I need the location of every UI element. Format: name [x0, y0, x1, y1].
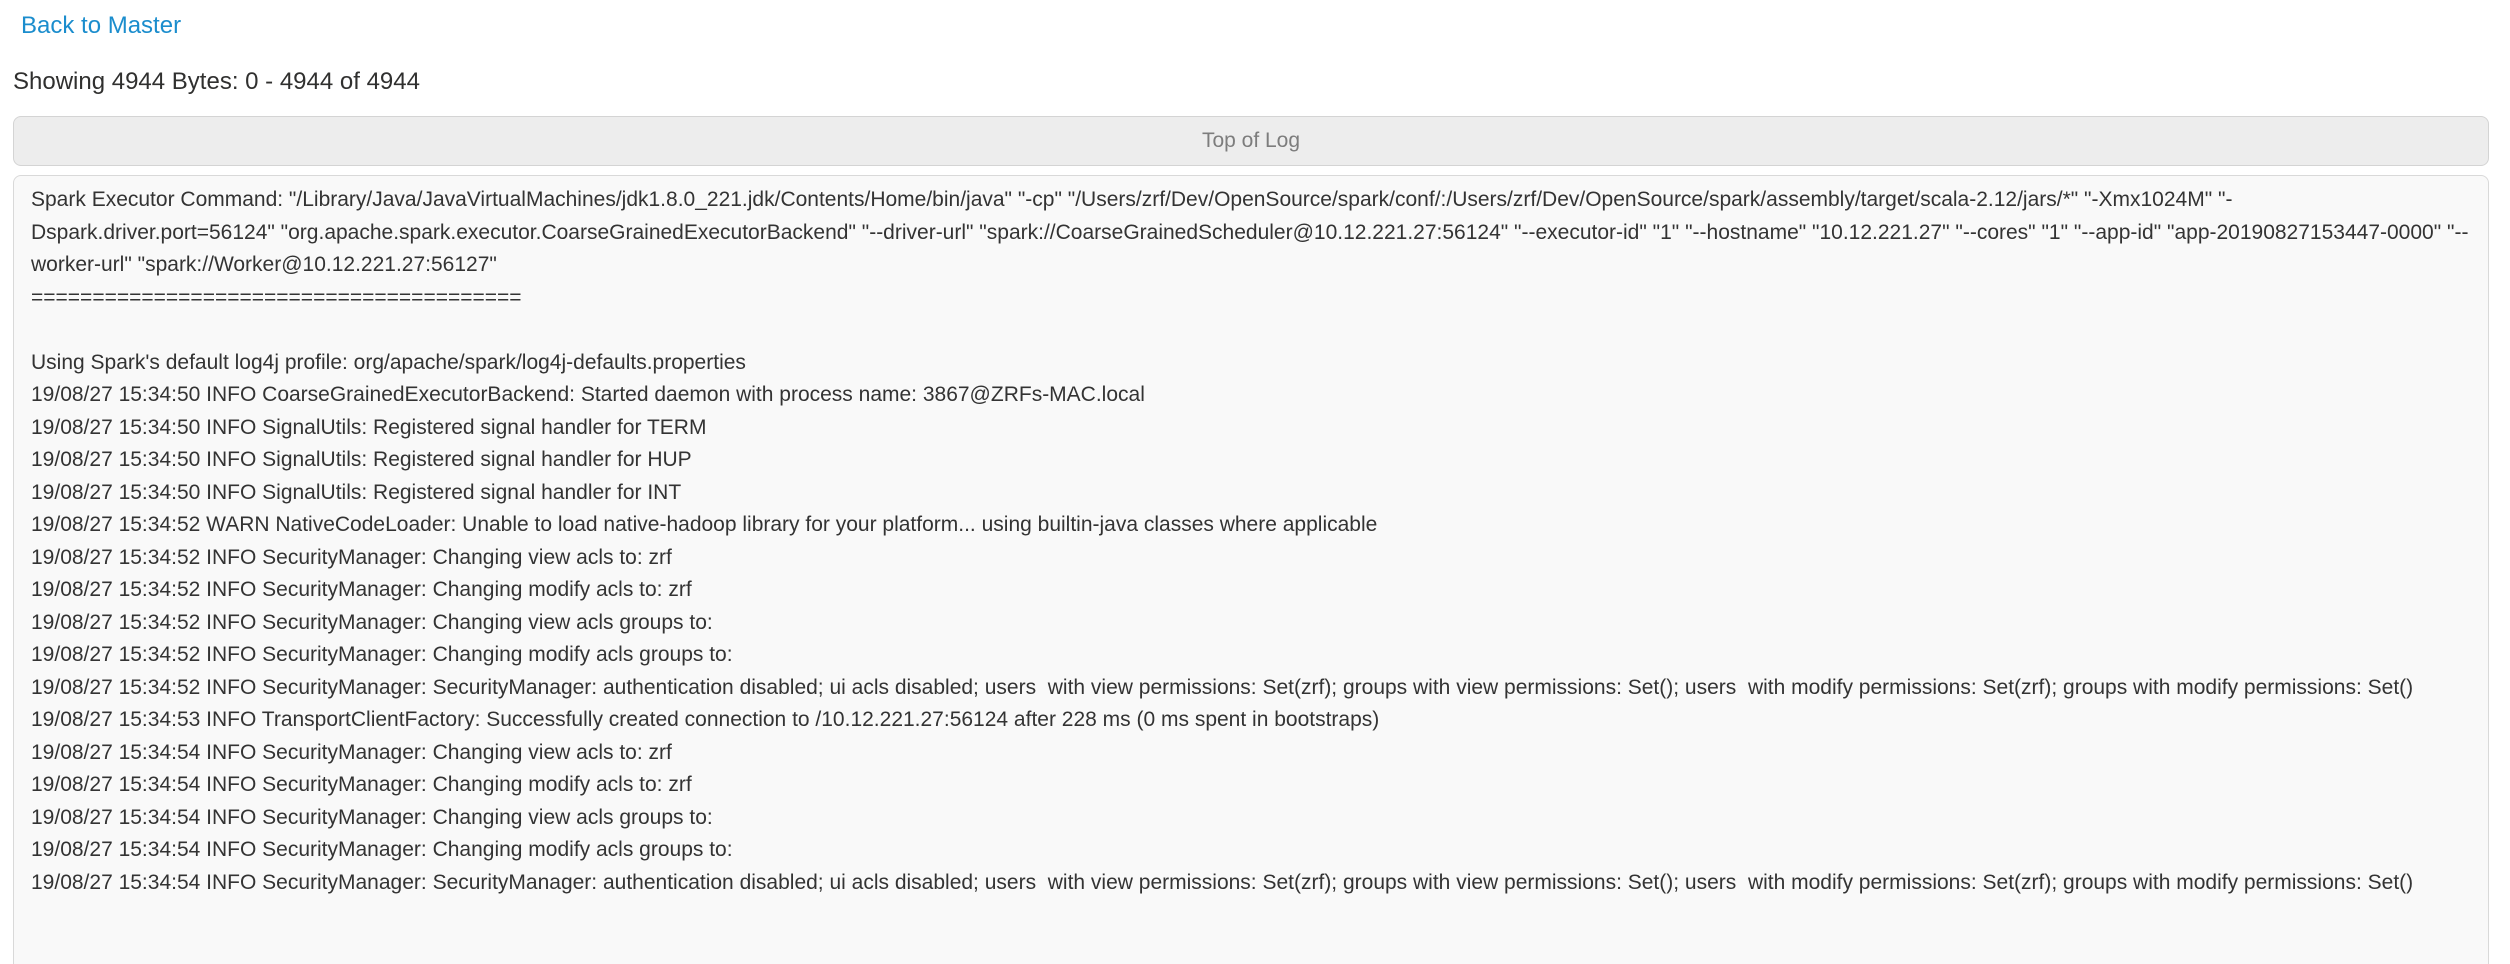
- log-line: 19/08/27 15:34:52 INFO SecurityManager: Changing modify acls to: zrf: [31, 578, 692, 601]
- log-line: [31, 314, 2471, 347]
- log-line: Spark Executor Command: "/Library/Java/JavaVirtualMachines/jdk1.8.0_221.jdk/Contents/Home/bin/java" "-cp" "/Users/zrf/Dev/OpenSource/spark/conf/:/Users/zrf/Dev/OpenSource/spark/assembly/target/scala-2.12/jars/*" "-Xmx1024M" "-Dspark.driver.port=56124" "org.apache.spark.executor.CoarseGrainedExecutorBackend" "--driver-url" "spark://CoarseGrainedScheduler@10.12.221.27:56124" "--executor-id" "1" "--hostname" "10.12.221.27" "--cores" "1" "--app-id" "app-20190827153447-0000" "--worker-url" "spark://Worker@10.12.221.27:56127": [31, 188, 2469, 276]
- back-link-row: [21, 12, 2510, 40]
- log-line: 19/08/27 15:34:52 INFO SecurityManager: Changing modify acls groups to:: [31, 643, 739, 666]
- log-line: ========================================: [31, 285, 522, 309]
- log-line: 19/08/27 15:34:50 INFO SignalUtils: Registered signal handler for INT: [31, 480, 682, 504]
- log-text: [31, 184, 2471, 899]
- byte-range-info: Showing 4944 Bytes: 0 - 4944 of 4944: [13, 68, 420, 95]
- log-line: 19/08/27 15:34:54 INFO SecurityManager: Changing view acls to: zrf: [31, 740, 672, 764]
- log-line: 19/08/27 15:34:52 WARN NativeCodeLoader: Unable to load native-hadoop library for your platform... using builtin-java classes where applicable: [31, 513, 1378, 536]
- log-content-box: [13, 175, 2489, 964]
- log-line: 19/08/27 15:34:53 INFO TransportClientFactory: Successfully created connection to /10.12.221.27:56124 after 228 ms (0 ms spent in bootstraps): [31, 708, 1380, 731]
- log-line: Using Spark's default log4j profile: org/apache/spark/log4j-defaults.properties: [31, 350, 746, 374]
- top-of-log-button[interactable]: Top of Log: [13, 116, 2489, 166]
- log-line: 19/08/27 15:34:50 INFO SignalUtils: Registered signal handler for TERM: [31, 415, 707, 439]
- log-line: 19/08/27 15:34:54 INFO SecurityManager: Changing modify acls to: zrf: [31, 773, 692, 796]
- log-line: 19/08/27 15:34:50 INFO CoarseGrainedExecutorBackend: Started daemon with process name: 3867@ZRFs-MAC.local: [31, 383, 1145, 406]
- log-line: 19/08/27 15:34:52 INFO SecurityManager: Changing view acls groups to:: [31, 610, 719, 634]
- log-line: 19/08/27 15:34:50 INFO SignalUtils: Registered signal handler for HUP: [31, 448, 692, 471]
- log-line: 19/08/27 15:34:54 INFO SecurityManager: SecurityManager: authentication disabled; ui acls disabled; users with view permissions: Set(zrf); groups with view permissions: Set(); users with modify permissions: Set(zrf); groups with modify permissions: Set(): [31, 870, 2414, 894]
- log-line: 19/08/27 15:34:52 INFO SecurityManager: SecurityManager: authentication disabled; ui acls disabled; users with view permissions: Set(zrf); groups with view permissions: Set(); users with modify permissions: Set(zrf); groups with modify permissions: Set(): [31, 675, 2414, 699]
- back-to-master-link[interactable]: Back to Master: [21, 12, 182, 39]
- log-line: 19/08/27 15:34:54 INFO SecurityManager: Changing modify acls groups to:: [31, 838, 739, 861]
- log-line: 19/08/27 15:34:54 INFO SecurityManager: Changing view acls groups to:: [31, 805, 719, 829]
- log-line: 19/08/27 15:34:52 INFO SecurityManager: Changing view acls to: zrf: [31, 545, 672, 569]
